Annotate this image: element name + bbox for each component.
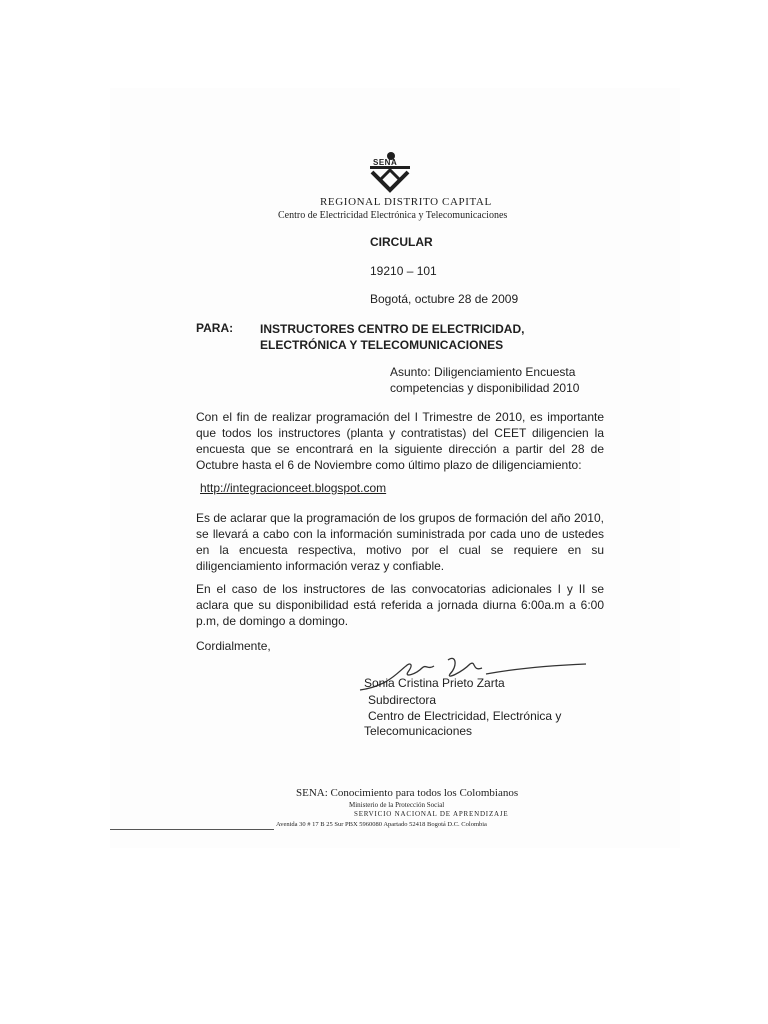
recipient-text: INSTRUCTORES CENTRO DE ELECTRICIDAD, ELECTRÓNICA Y TELECOMUNICACIONES (260, 322, 525, 352)
survey-link[interactable]: http://integracionceet.blogspot.com (200, 481, 387, 495)
circular-date: Bogotá, octubre 28 de 2009 (370, 292, 519, 306)
document-title: CIRCULAR (370, 235, 433, 249)
footer-divider (110, 829, 274, 830)
circular-number: 19210 – 101 (370, 264, 437, 278)
recipient-label: PARA: (196, 321, 234, 335)
footer-ministry: Ministerio de la Protección Social (349, 801, 445, 809)
footer-service: SERVICIO NACIONAL DE APRENDIZAJE (354, 810, 509, 818)
signer-role: Subdirectora (368, 693, 437, 707)
body-paragraph-2: Es de aclarar que la programación de los grupos de formación del año 2010, se llevará a cabo con la información suministrada por cada uno de ustedes en la encuesta respectiva, motivo por el cual se requiere en su diligenciamiento información veraz y confiable. (196, 511, 604, 573)
body-paragraph-3: En el caso de los instructores de las convocatorias adicionales I y II se aclara que su disponibilidad está referida a jornada diurna 6:00a.m a 6:00 p.m, de domingo a domingo. (196, 582, 604, 628)
subject-line: Asunto: Diligenciamiento Encuesta competencias y disponibilidad 2010 (390, 365, 580, 395)
body-paragraph-1: Con el fin de realizar programación del I Trimestre de 2010, es importante que todos los instructores (planta y contratistas) del CEET diligencien la encuesta que se encontrará en la siguiente dirección a partir del 28 de Octubre hasta el 6 de Noviembre como último plazo de diligenciamiento: (196, 410, 604, 472)
footer-slogan: SENA: Conocimiento para todos los Colombianos (296, 787, 519, 799)
signer-name: Sonia Cristina Prieto Zarta (364, 676, 505, 690)
centro-heading: Centro de Electricidad Electrónica y Telecomunicaciones (278, 210, 508, 221)
footer-address: Avenida 30 # 17 B 25 Sur PBX 5960080 Apartado 52418 Bogotá D.C. Colombia (276, 821, 487, 828)
regional-heading: REGIONAL DISTRITO CAPITAL (320, 196, 492, 208)
signer-dependency-line-1: Centro de Electricidad, Electrónica y (368, 709, 562, 723)
logo-text: SENA (373, 158, 398, 167)
signer-dependency-line-2: Telecomunicaciones (364, 724, 473, 738)
salutation: Cordialmente, (196, 639, 271, 653)
